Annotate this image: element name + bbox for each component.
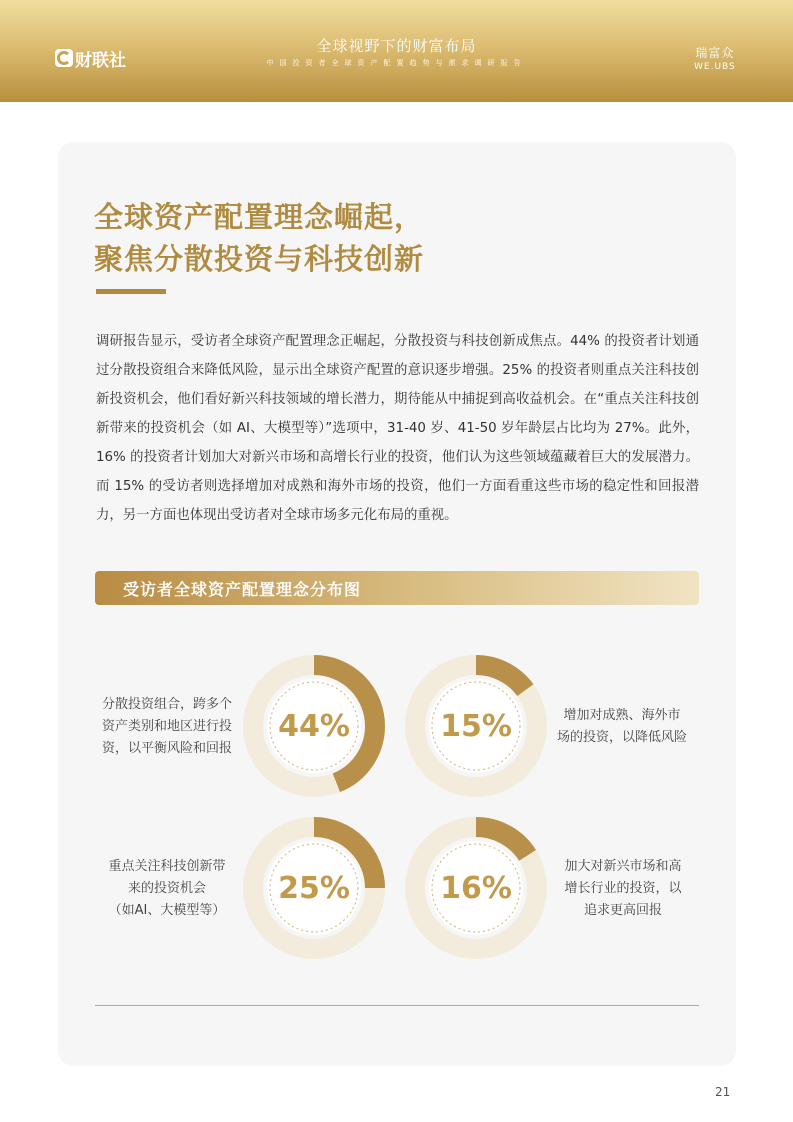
- donut-chart-3: [243, 817, 385, 959]
- donut-2-label-line: 场的投资，以降低风险: [556, 730, 687, 745]
- donut-2-value: 15%: [440, 708, 512, 744]
- donut-2-label: [552, 705, 692, 749]
- donut-chart-2: [405, 655, 547, 797]
- weubs-logo-cn: 瑞富众: [695, 46, 735, 60]
- donut-chart-1: [243, 655, 385, 797]
- bottom-divider: [95, 1005, 699, 1006]
- donut-1-label-line: 分散投资组合，跨多个: [101, 697, 232, 712]
- weubs-logo-en: WE.UBS: [694, 62, 736, 72]
- heading-line-1: 全球资产配置理念崛起，: [94, 200, 425, 234]
- heading-underline: [96, 289, 166, 294]
- donut-1-label: [82, 694, 232, 760]
- donut-4-label: [550, 856, 696, 922]
- donut-chart-4: [405, 817, 547, 959]
- donut-2-label-line: 增加对成熟、海外市: [563, 708, 681, 723]
- report-title: 全球视野下的财富布局: [316, 37, 477, 55]
- donut-3-label-line: 重点关注科技创新带: [108, 859, 226, 874]
- chart-title-bar: [95, 571, 699, 605]
- donut-4-label-line: 追求更高回报: [583, 903, 662, 918]
- donut-3-label-line: （如AI、大模型等）: [108, 903, 226, 918]
- chart-title: 受访者全球资产配置理念分布图: [123, 580, 362, 599]
- donut-1-value: 44%: [278, 708, 350, 744]
- donut-4-label-line: 增长行业的投资，以: [564, 881, 682, 896]
- donut-3-value: 25%: [278, 870, 350, 906]
- section-heading: [94, 196, 694, 280]
- donut-1-label-line: 资，以平衡风险和回报: [101, 741, 232, 756]
- donut-3-label-line: 来的投资机会: [127, 881, 206, 896]
- donut-1-label-line: 资产类别和地区进行投: [101, 719, 232, 734]
- body-paragraph: 调研报告显示，受访者全球资产配置理念正崛起，分散投资与科技创新成焦点。44% 的投资者计划通过分散投资组合来降低风险，显示出全球资产配置的意识逐步增强。25% 的投资者则重点关注科技创新投资机会，他们看好新兴科技领域的增长潜力，期待能从中捕捉到高收益机会。在“重点关注科技创新带来的投资机会（如 AI、大模型等）”选项中，31-40 岁、41-50 岁年龄层占比均为 27%。此外，16% 的投资者计划加大对新兴市场和高增长行业的投资，他们认为这些领域蕴藏着巨大的发展潜力。而 15% 的受访者则选择增加对成熟和海外市场的投资，他们一方面看重这些市场的稳定性和回报潜力，另一方面也体现出受访者对全球市场多元化布局的重视。: [96, 334, 699, 523]
- page-number: 21: [715, 1085, 731, 1099]
- report-subtitle: 中国投资者全球资产配置趋势与需求调研报告: [266, 59, 527, 67]
- donut-3-label: [92, 856, 242, 922]
- heading-line-2: 聚焦分散投资与科技创新: [94, 242, 425, 276]
- page-header: [0, 0, 793, 102]
- weubs-logo: [694, 44, 736, 72]
- donut-4-label-line: 加大对新兴市场和高: [564, 859, 682, 874]
- donut-4-value: 16%: [440, 870, 512, 906]
- cls-logo-text: 财联社: [75, 50, 126, 71]
